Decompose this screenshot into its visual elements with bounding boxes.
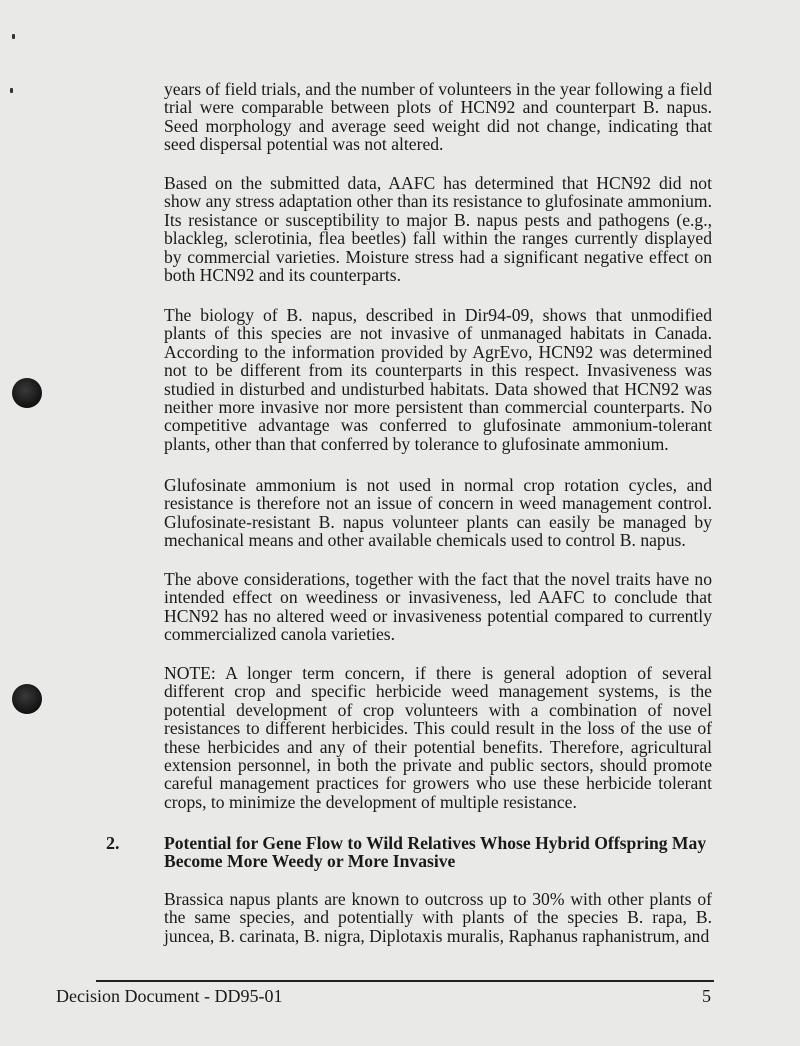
section-title: Potential for Gene Flow to Wild Relatives Whose Hybrid Offspring May Become More Weedy or More Invasive — [164, 833, 707, 872]
paragraph-invasiveness: The biology of B. napus, described in Dir94-09, shows that unmodified plants of this species are not invasive of unmanaged habitats in Canada. According to the information provided by AgrEvo, HCN92 was determined not to be different from its counterparts in this respect. Invasiveness was studied in disturbed and undisturbed habitats. Data showed that HCN92 was neither more invasive nor more persistent than commercial counterparts. No competitive advantage was conferred to glufosinate ammonium-tolerant plants, other than that conferred by tolerance to glufosinate ammonium. — [164, 305, 712, 454]
paragraph-note: NOTE: A longer term concern, if there is general adoption of several different crop and specific herbicide weed management systems, is the potential development of crop volunteers with a combination of novel resistances to different herbicides. This could result in the loss of the use of these herbicides and any of their potential benefits. Therefore, agricultural extension personnel, in both the private and public sectors, should promote careful management practices for growers who use these herbicide tolerant crops, to minimize the development of multiple resistance. — [164, 663, 712, 812]
paragraph-outcrossing: Brassica napus plants are known to outcross up to 30% with other plants of the same species, and potentially with plants of the species B. rapa, B. juncea, B. carinata, B. nigra, Diplotaxis muralis, Raphanus raphanistrum, and — [164, 889, 712, 946]
paragraph-stress-adaptation: Based on the submitted data, AAFC has determined that HCN92 did not show any stress adaptation other than its resistance to glufosinate ammonium. Its resistance or susceptibility to major B. napus pests and pathogens (e.g., blackleg, sclerotinia, flea beetles) fall within the ranges currently displayed by commercial varieties. Moisture stress had a significant negative effect on both HCN92 and its counterparts. — [164, 173, 712, 286]
footer-rule — [96, 980, 714, 982]
footer-document-id: Decision Document - DD95-01 — [56, 986, 283, 1006]
punch-hole — [12, 684, 42, 714]
scan-speck — [12, 34, 15, 39]
paragraph-seed-dispersal: years of field trials, and the number of volunteers in the year following a field trial were comparable between plots of HCN92 and counterpart B. napus. Seed morphology and average seed weight did not change, indicating that seed dispersal potential was not altered. — [164, 79, 712, 155]
section-number: 2. — [106, 833, 120, 853]
punch-hole — [12, 378, 42, 408]
paragraph-conclusion: The above considerations, together with the fact that the novel traits have no intended effect on weediness or invasiveness, led AAFC to conclude that HCN92 has no altered weed or invasiveness potential compared to currently commercialized canola varieties. — [164, 569, 712, 645]
page-number: 5 — [702, 986, 711, 1006]
paragraph-glufosinate: Glufosinate ammonium is not used in normal crop rotation cycles, and resistance is therefore not an issue of concern in weed management control. Glufosinate-resistant B. napus volunteer plants can easily be managed by mechanical means and other available chemicals used to control B. napus. — [164, 475, 712, 551]
scan-speck — [10, 88, 13, 93]
